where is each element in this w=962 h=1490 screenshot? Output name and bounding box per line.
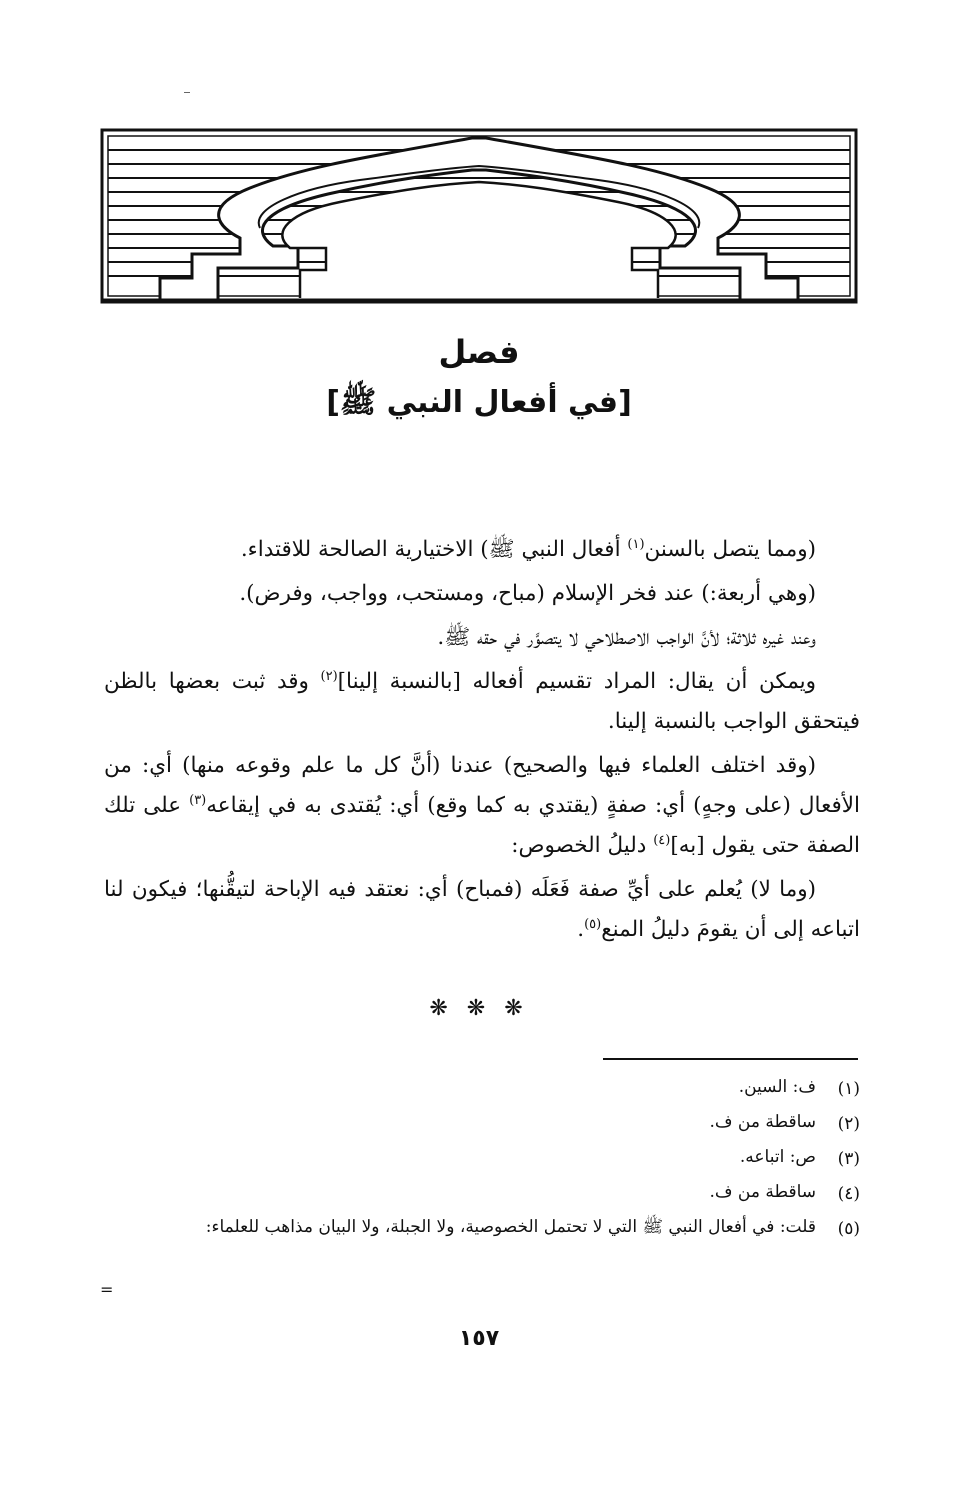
paragraph <box>104 618 860 658</box>
text-run: . <box>577 917 585 942</box>
footnote-ref: (٥) <box>584 916 602 932</box>
paragraph <box>104 530 860 570</box>
text-run: وعند غيره ثلاثة؛ لأنَّ الواجب الاصطلاحي لا يتصوَّر في حقه ﷺ. <box>437 625 816 650</box>
decorative-arch-header <box>100 128 858 304</box>
footnote-ref: (٤) <box>653 832 671 848</box>
continuation-mark: = <box>100 1280 114 1299</box>
footnote-number: (٤) <box>837 1184 860 1204</box>
footnote <box>104 1177 860 1212</box>
section-heading <box>100 330 858 426</box>
footnote-text: قلت: في أفعال النبي ﷺ التي لا تحتمل الخصوصية، ولا الجبلة، ولا البيان مذاهب للعلماء: <box>205 1217 816 1237</box>
page-number: ١٥٧ <box>458 1326 500 1351</box>
paragraph <box>104 574 860 614</box>
footnote-text: ساقطة من ف. <box>709 1112 816 1132</box>
scan-speck <box>184 92 190 93</box>
paragraph <box>104 870 860 950</box>
section-title: فصل <box>438 333 520 371</box>
footnotes <box>104 1072 860 1247</box>
footnote-ref: (٢) <box>320 668 338 684</box>
footnote-ref: (١) <box>627 536 645 552</box>
footnote-number: (٣) <box>837 1149 860 1169</box>
main-text <box>104 530 860 954</box>
footnote-number: (٢) <box>837 1114 860 1134</box>
footnote-text: ف: السين. <box>738 1077 816 1097</box>
footnote-divider <box>603 1058 858 1060</box>
text-run: ويمكن أن يقال: المراد تقسيم أفعاله [بالنسبة إلينا] <box>337 669 816 694</box>
footnote-text: ص: اتباعه. <box>739 1147 816 1167</box>
footnote <box>104 1107 860 1142</box>
footnote-ref: (٣) <box>189 792 207 808</box>
text-run: (ومما يتصل بالسنن <box>644 537 816 562</box>
text-run: دليلُ الخصوص: <box>511 833 654 858</box>
footnote-text: ساقطة من ف. <box>709 1182 816 1202</box>
text-run: وقد ثبت بعضها بالظن فيتحقق الواجب بالنسبة إلينا. <box>104 669 860 734</box>
footnote <box>104 1142 860 1177</box>
footnote <box>104 1212 860 1247</box>
text-run: (وما لا) يُعلم على أيِّ صفة فَعَلَه (فمباح) أي: نعتقد فيه الإباحة لتيقُّنها؛ فيكون لنا اتباعه إلى أن يقومَ دليلُ المنع <box>104 877 860 942</box>
text-run: على تلك الصفة حتى يقول [به] <box>104 793 860 858</box>
section-subtitle: [في أفعال النبي ﷺ] <box>326 385 632 420</box>
text-run: أفعال النبي ﷺ) الاختيارية الصالحة للاقتداء. <box>240 537 628 562</box>
footnote-number: (٥) <box>837 1219 860 1239</box>
section-separator: ❋ ❋ ❋ <box>429 996 529 1021</box>
paragraph <box>104 746 860 866</box>
paragraph <box>104 662 860 742</box>
footnote <box>104 1072 860 1107</box>
footnote-number: (١) <box>837 1079 860 1099</box>
text-run: (وقد اختلف العلماء فيها والصحيح) عندنا (أنَّ كل ما علم وقوعه منها) أي: من الأفعال (على وجهٍ) أي: صفةٍ (يقتدي به كما وقع) أي: يُقتدى به في إيقاعه <box>104 753 860 818</box>
text-run: (وهي أربعة:) عند فخر الإسلام (مباح، ومستحب، وواجب، وفرض). <box>239 581 816 606</box>
